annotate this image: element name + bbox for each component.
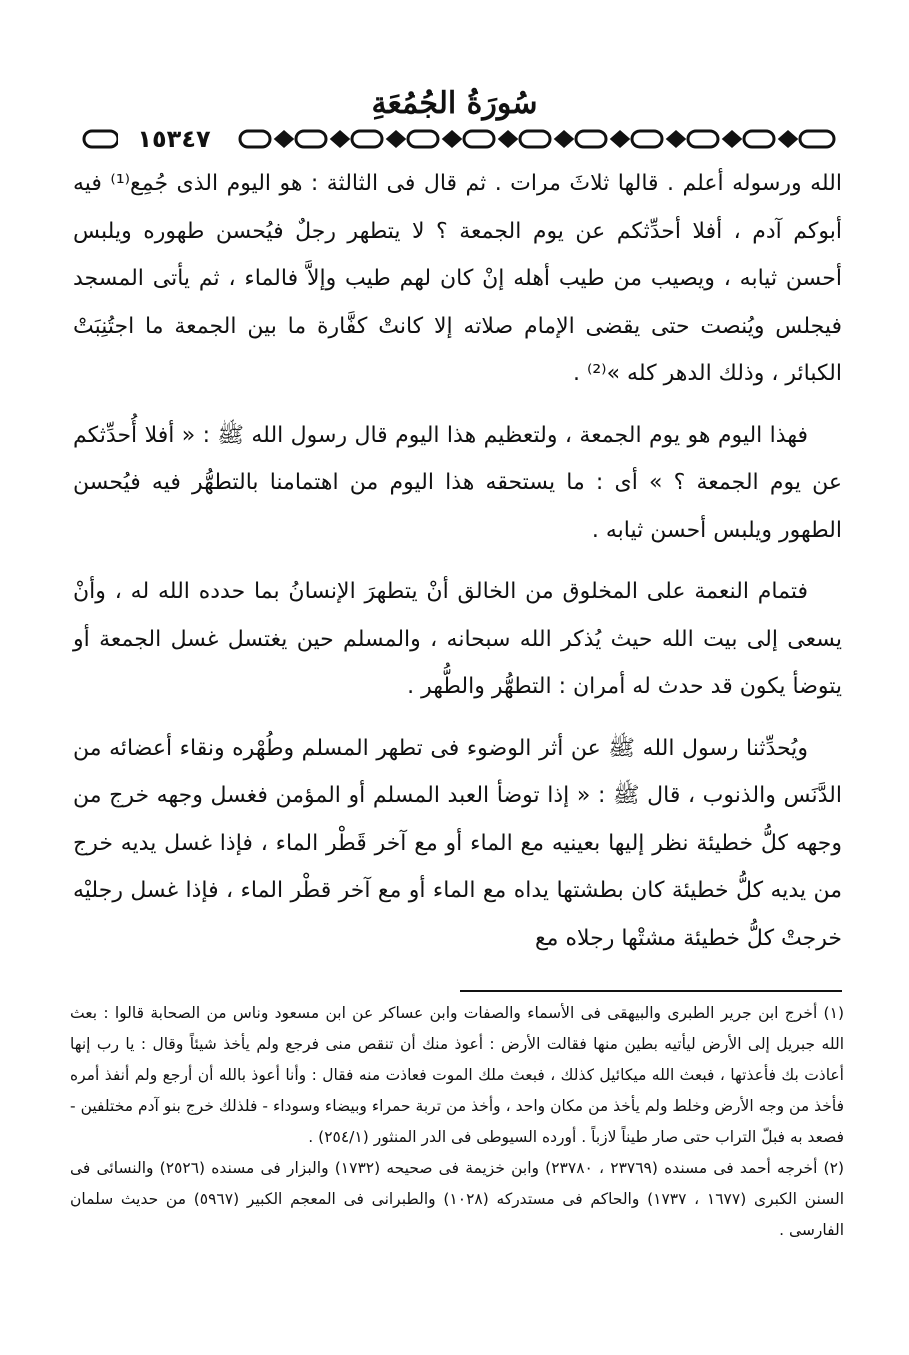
footnote: (١) أخرج ابن جرير الطبرى والبيهقى فى الأسماء والصفات وابن عساكر عن ابن مسعود وناس من الصحابة قالوا : بعث الله جبريل إلى الأرض ليأتيه بطين منها فقالت الأرض : أعوذ منك أن تنقص منى فرجع ولم يأخذ شيئاً وقال : يا رب إنها أعاذت بك فأعذتها ، فبعث الله ميكائيل كذلك ، فبعث ملك الموت فعاذت منه فقال : وأنا أعوذ بالله أن أرجع ولم أنفذ أمره فأخذ من وجه الأرض وخلط ولم يأخذ من مكان واحد ، وأخذ من تربة حمراء وبيضاء وسوداء - فلذلك خرج بنو آدم مختلفين - فصعد به فبلّ التراب حتى صار طيناً لازباً . أورده السيوطى فى الدر المنثور (٢٥٤/١) .	[70, 1004, 844, 1146]
paragraph: ويُحدِّثنا رسول الله ﷺ عن أثر الوضوء فى تطهر المسلم وطُهْره ونقاء أعضائه من الدَّنَس والذنوب ، قال ﷺ : « إذا توضأ العبد المسلم أو المؤمن فغسل وجهه خرج من وجهه كلُّ خطيئة نظر إليها بعينيه مع الماء أو مع آخر قَطْر الماء ، فإذا غسل يديه خرج من يديه كلُّ خطيئة كان بطشتها يداه مع الماء أو مع آخر قطْر الماء ، فإذا غسل رجليْه خرجتْ كلُّ خطيئة مشتْها رجلاه مع	[73, 735, 842, 951]
page-number: ١٥٣٤٧	[118, 126, 230, 152]
paragraph: الله ورسوله أعلم . قالها ثلاثَ مرات . ثم قال فى الثالثة : هو اليوم الذى جُمِع⁽¹⁾ فيه أبوكم آدم ، أفلا أحدِّثكم عن يوم الجمعة ؟ لا يتطهر رجلٌ فيُحسن طهوره ويلبس أحسن ثيابه ، ويصيب من طيب أهله إنْ كان لهم طيب وإلاَّ فالماء ، ثم يأتى المسجد فيجلس ويُنصت حتى يقضى الإمام صلاته إلا كانتْ كفَّارة ما بين الجمعة ما اجتُنِبَتْ الكبائر ، وذلك الدهر كله »⁽²⁾ .	[73, 171, 842, 386]
main-text	[73, 160, 842, 976]
paragraph: فتمام النعمة على المخلوق من الخالق أنْ يتطهرَ الإنسانُ بما حدده الله له ، وأنْ يسعى إلى بيت الله حيث يُذكر الله سبحانه ، والمسلم حين يغتسل غسل الجمعة أو يتوضأ يكون قد حدث له أمران : التطهُّر والطُّهر .	[73, 579, 842, 699]
footnote-divider	[460, 990, 842, 992]
paragraph: فهذا اليوم هو يوم الجمعة ، ولتعظيم هذا اليوم قال رسول الله ﷺ : « أفلا أُحدِّثكم عن يوم الجمعة ؟ » أى : ما يستحقه هذا اليوم من اهتمامنا بالتطهُّر فيه فيُحسن الطهور ويلبس أحسن ثيابه .	[73, 422, 842, 543]
footnote: (٢) أخرجه أحمد فى مسنده (٢٣٧٦٩ ، ٢٣٧٨٠) وابن خزيمة فى صحيحه (١٧٣٢) والبزار فى مسنده (٢٥٢٦) والنسائى فى السنن الكبرى (١٦٧٧ ، ١٧٣٧) والحاكم فى مستدركه (١٠٢٨) والطبرانى فى المعجم الكبير (٥٩٦٧) من حديث سلمان الفارسى .	[70, 1159, 845, 1239]
footnotes	[70, 998, 844, 1246]
surah-title: سُورَةُ الجُمُعَةِ	[371, 86, 538, 121]
